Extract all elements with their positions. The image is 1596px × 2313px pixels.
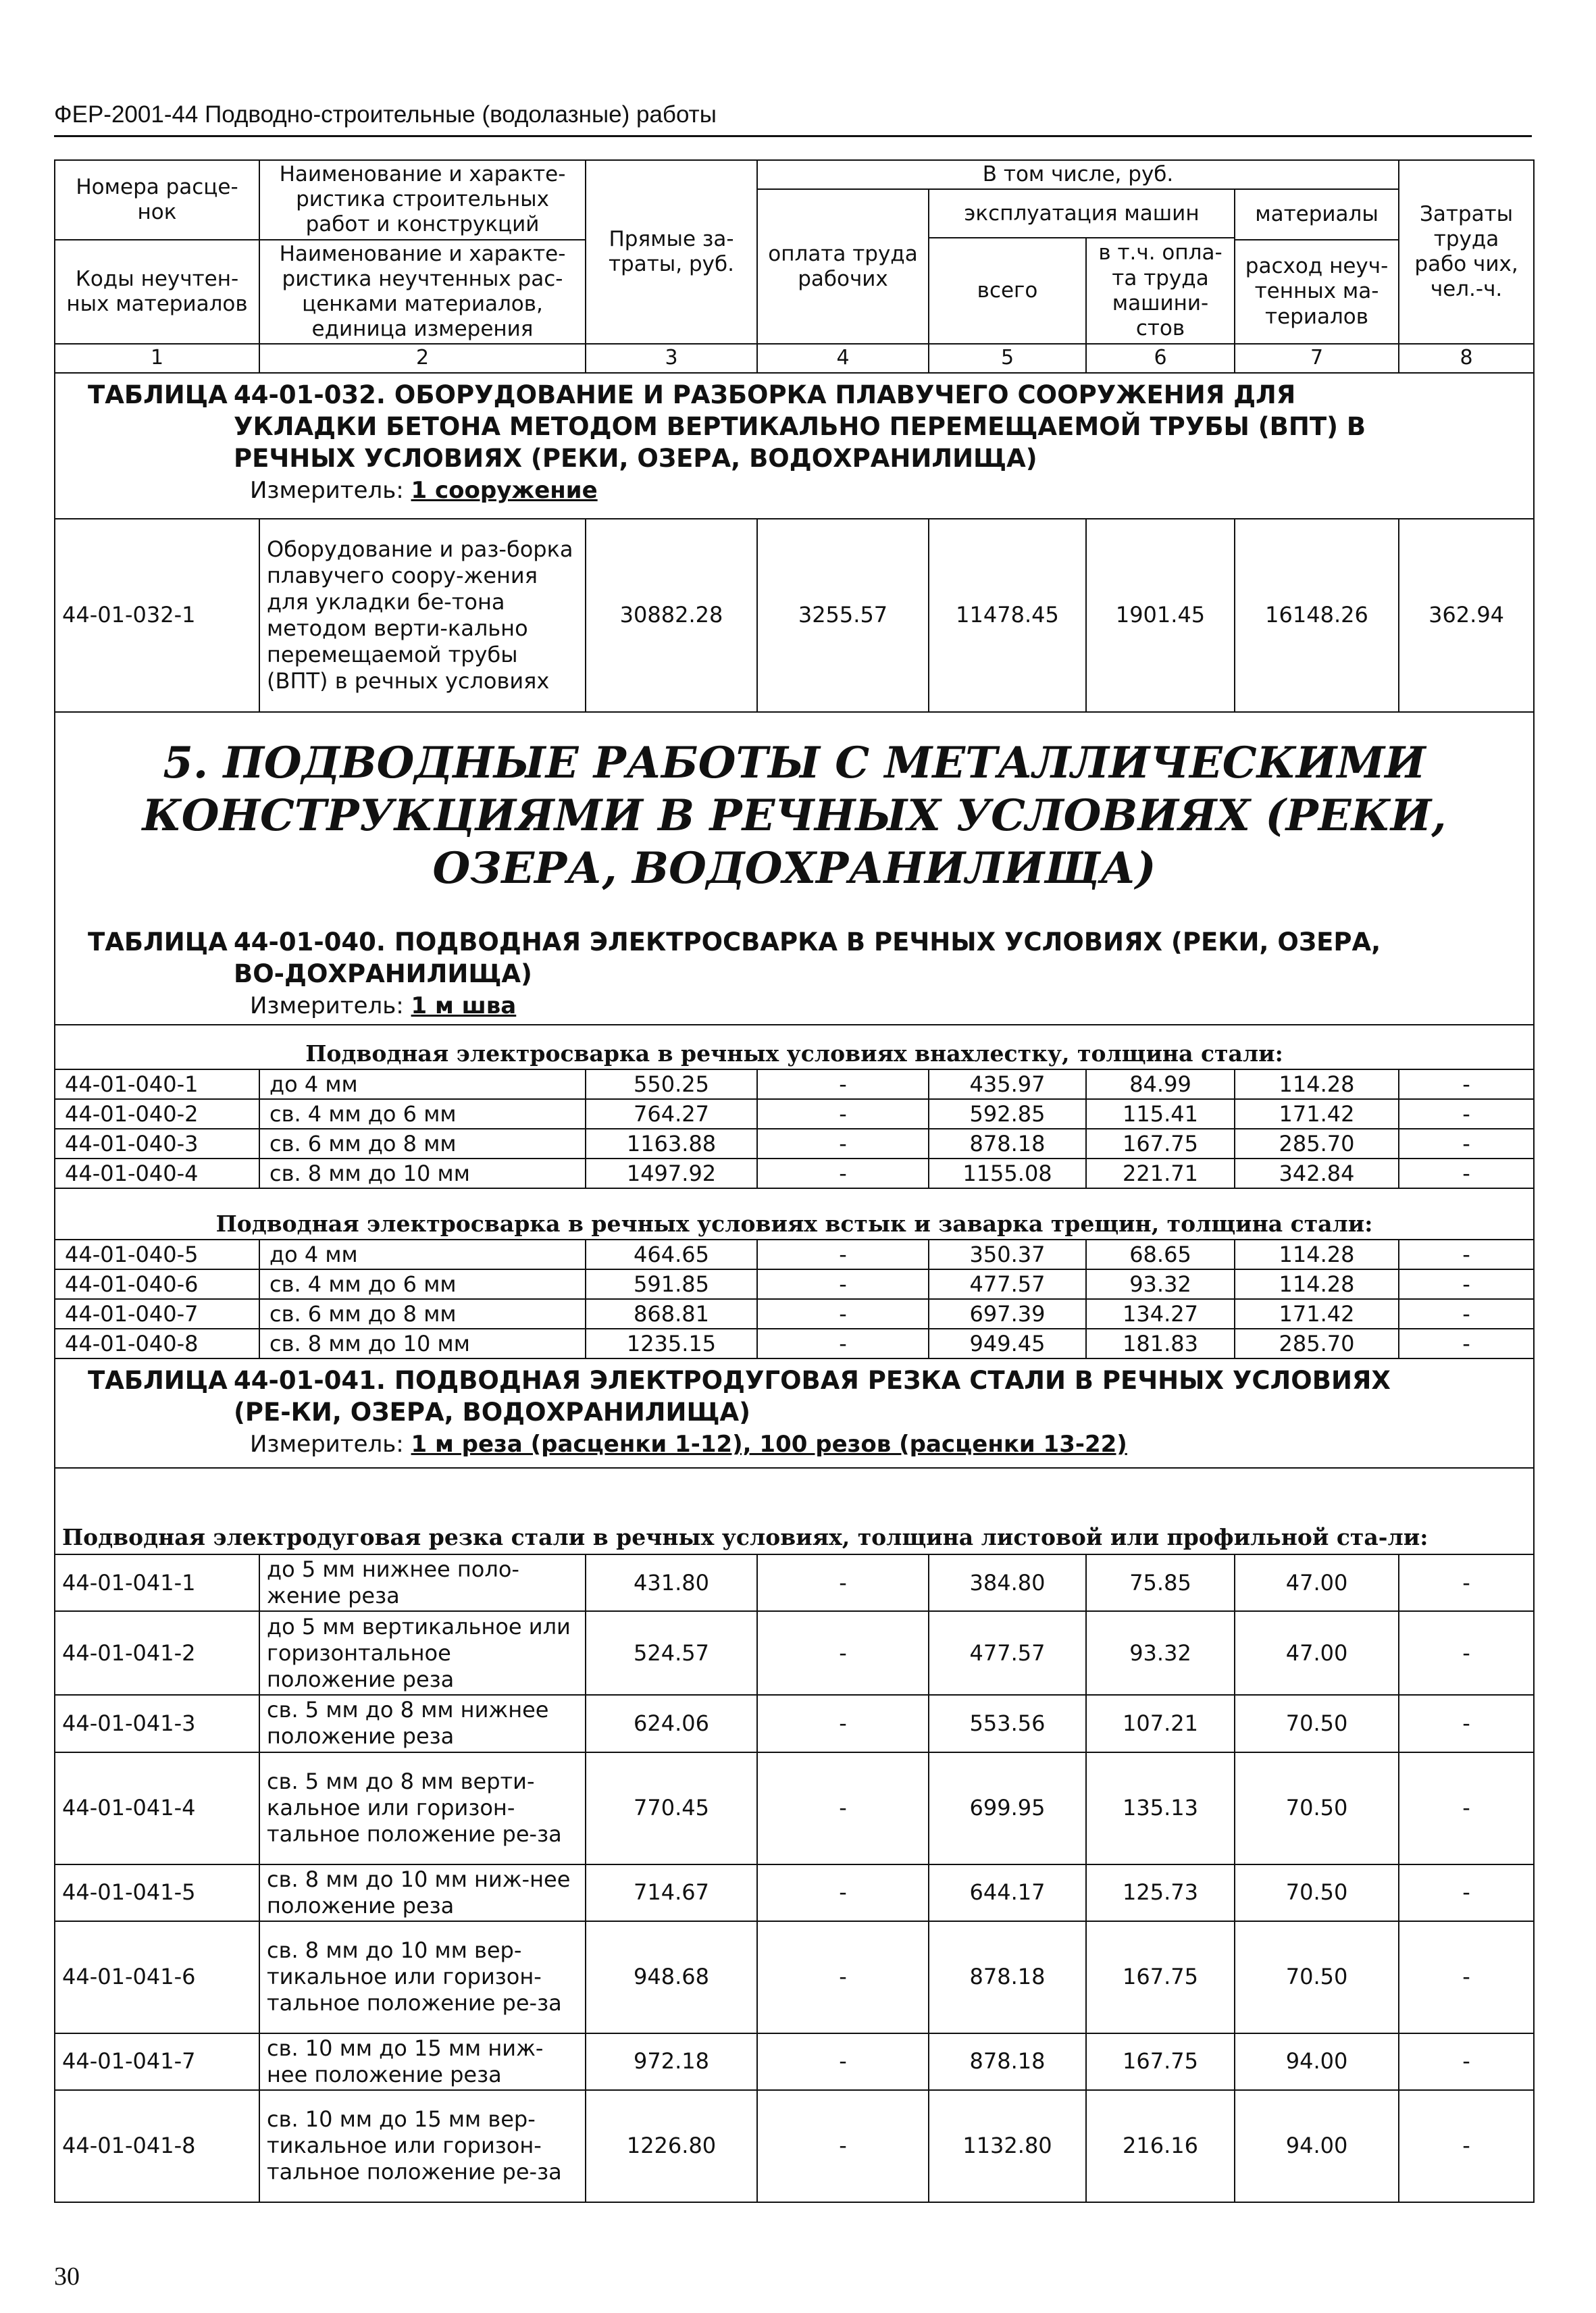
table-row	[55, 1129, 1534, 1159]
direct-costs-value: 948.68	[586, 1921, 757, 2033]
table-row	[55, 1159, 1534, 1188]
machines-value: 1132.80	[929, 2090, 1086, 2202]
materials-value: 171.42	[1235, 1099, 1399, 1129]
labor-hours-value: -	[1399, 1554, 1534, 1611]
machinist-pay-value: 1901.45	[1086, 519, 1235, 712]
rate-code: 44-01-041-1	[55, 1554, 259, 1611]
running-head: ФЕР-2001-44 Подводно-строительные (водолазные) работы	[54, 101, 717, 128]
table-label: ТАБЛИЦА	[88, 927, 228, 957]
rate-name: св. 5 мм до 8 мм верти-кальное или горизон-тальное положение ре-за	[259, 1752, 586, 1864]
materials-value: 47.00	[1235, 1611, 1399, 1695]
rate-name: св. 6 мм до 8 мм	[259, 1299, 586, 1329]
machines-value: 435.97	[929, 1069, 1086, 1099]
machinist-pay-value: 115.41	[1086, 1099, 1235, 1129]
machines-value: 644.17	[929, 1864, 1086, 1921]
labor-pay-value: -	[757, 1864, 929, 1921]
measure-label: Измеритель:	[250, 476, 404, 504]
machinist-pay-value: 167.75	[1086, 2033, 1235, 2090]
rate-name: до 4 мм	[259, 1069, 586, 1099]
labor-pay-value: -	[757, 1159, 929, 1188]
header-direct-costs: Прямые за-траты, руб.	[586, 160, 757, 344]
direct-costs-value: 1235.15	[586, 1329, 757, 1358]
rate-name: св. 8 мм до 10 мм	[259, 1329, 586, 1358]
header-codes-bottom: Коды неучтен-ных материалов	[55, 240, 259, 345]
rate-code: 44-01-040-7	[55, 1299, 259, 1329]
direct-costs-value: 1163.88	[586, 1129, 757, 1159]
table-title	[88, 1365, 1526, 1428]
table-row	[55, 1752, 1534, 1864]
machines-value: 878.18	[929, 1129, 1086, 1159]
direct-costs-value: 550.25	[586, 1069, 757, 1099]
machines-value: 11478.45	[929, 519, 1086, 712]
materials-value: 94.00	[1235, 2090, 1399, 2202]
machinist-pay-value: 135.13	[1086, 1752, 1235, 1864]
machinist-pay-value: 125.73	[1086, 1864, 1235, 1921]
labor-hours-value: 362.94	[1399, 519, 1534, 712]
column-number: 3	[586, 344, 757, 373]
labor-hours-value: -	[1399, 1864, 1534, 1921]
machinist-pay-value: 181.83	[1086, 1329, 1235, 1358]
machines-value: 878.18	[929, 1921, 1086, 2033]
labor-hours-value: -	[1399, 1611, 1534, 1695]
rate-name: до 5 мм нижнее поло-жение реза	[259, 1554, 586, 1611]
column-number: 4	[757, 344, 929, 373]
labor-hours-value: -	[1399, 2033, 1534, 2090]
rate-code: 44-01-040-6	[55, 1269, 259, 1299]
table-row	[55, 1269, 1534, 1299]
machines-value: 384.80	[929, 1554, 1086, 1611]
column-number: 7	[1235, 344, 1399, 373]
direct-costs-value: 972.18	[586, 2033, 757, 2090]
materials-value: 94.00	[1235, 2033, 1399, 2090]
direct-costs-value: 770.45	[586, 1752, 757, 1864]
header-name-top: Наименование и характе-ристика строительных работ и конструкций	[259, 160, 586, 240]
direct-costs-value: 1497.92	[586, 1159, 757, 1188]
table-row	[55, 1329, 1534, 1358]
machinist-pay-value: 216.16	[1086, 2090, 1235, 2202]
table-row	[55, 1240, 1534, 1269]
header-labor-pay: оплата труда рабочих	[757, 189, 929, 344]
header-including: В том числе, руб.	[757, 160, 1399, 189]
direct-costs-value: 714.67	[586, 1864, 757, 1921]
header-materials: материалы	[1235, 189, 1399, 239]
labor-hours-value: -	[1399, 1269, 1534, 1299]
rate-code: 44-01-041-8	[55, 2090, 259, 2202]
header-unaccounted-materials: расход неуч-тенных ма-териалов	[1235, 240, 1399, 345]
running-head-rule	[54, 135, 1532, 137]
machines-value: 697.39	[929, 1299, 1086, 1329]
rate-name: св. 8 мм до 10 мм ниж-нее положение реза	[259, 1864, 586, 1921]
rate-code: 44-01-040-2	[55, 1099, 259, 1129]
labor-pay-value: -	[757, 1099, 929, 1129]
measure-value: 1 м шва	[411, 992, 517, 1019]
machines-value: 1155.08	[929, 1159, 1086, 1188]
materials-value: 342.84	[1235, 1159, 1399, 1188]
direct-costs-value: 1226.80	[586, 2090, 757, 2202]
labor-hours-value: -	[1399, 1240, 1534, 1269]
column-number: 5	[929, 344, 1086, 373]
rate-code: 44-01-041-3	[55, 1695, 259, 1752]
labor-pay-value: -	[757, 1752, 929, 1864]
rate-name: св. 5 мм до 8 мм нижнее положение реза	[259, 1695, 586, 1752]
table-row	[55, 1611, 1534, 1695]
machinist-pay-value: 134.27	[1086, 1299, 1235, 1329]
table-row	[55, 2033, 1534, 2090]
materials-value: 171.42	[1235, 1299, 1399, 1329]
rate-name: Оборудование и раз-борка плавучего соору-жения для укладки бе-тона методом верти-кально перемещаемой трубы (ВПТ) в речных условиях	[259, 519, 586, 712]
table-title	[88, 379, 1526, 474]
header-labor-costs: Затраты труда рабо чих, чел.-ч.	[1399, 160, 1534, 344]
materials-value: 114.28	[1235, 1269, 1399, 1299]
machinist-pay-value: 167.75	[1086, 1129, 1235, 1159]
machines-value: 350.37	[929, 1240, 1086, 1269]
rate-code: 44-01-041-6	[55, 1921, 259, 2033]
direct-costs-value: 764.27	[586, 1099, 757, 1129]
column-number: 8	[1399, 344, 1534, 373]
labor-pay-value: -	[757, 1069, 929, 1099]
materials-value: 16148.26	[1235, 519, 1399, 712]
section-5-block	[55, 712, 1534, 1025]
machinist-pay-value: 107.21	[1086, 1695, 1235, 1752]
direct-costs-value: 591.85	[586, 1269, 757, 1299]
table-032-heading	[55, 373, 1534, 519]
table-row	[55, 519, 1534, 712]
labor-hours-value: -	[1399, 1921, 1534, 2033]
column-number: 2	[259, 344, 586, 373]
group-heading: Подводная электросварка в речных условиях встык и заварка трещин, толщина стали:	[55, 1188, 1534, 1240]
materials-value: 285.70	[1235, 1329, 1399, 1358]
table-row	[55, 1554, 1534, 1611]
group-heading: Подводная электросварка в речных условиях внахлестку, толщина стали:	[55, 1025, 1534, 1069]
materials-value: 114.28	[1235, 1240, 1399, 1269]
materials-value: 70.50	[1235, 1864, 1399, 1921]
machinist-pay-value: 75.85	[1086, 1554, 1235, 1611]
direct-costs-value: 30882.28	[586, 519, 757, 712]
materials-value: 70.50	[1235, 1695, 1399, 1752]
rate-code: 44-01-041-2	[55, 1611, 259, 1695]
column-number: 1	[55, 344, 259, 373]
measure-value: 1 м реза (расценки 1-12), 100 резов (расценки 13-22)	[411, 1431, 1127, 1458]
machines-value: 477.57	[929, 1611, 1086, 1695]
rate-code: 44-01-040-8	[55, 1329, 259, 1358]
machinist-pay-value: 167.75	[1086, 1921, 1235, 2033]
header-machines-total: всего	[929, 238, 1086, 344]
rates-table	[54, 159, 1535, 2203]
machines-value: 949.45	[929, 1329, 1086, 1358]
table-name: 44-01-040. ПОДВОДНАЯ ЭЛЕКТРОСВАРКА В РЕЧНЫХ УСЛОВИЯХ (РЕКИ, ОЗЕРА, ВО-ДОХРАНИЛИЩА)	[234, 927, 1381, 988]
rate-name: до 4 мм	[259, 1240, 586, 1269]
table-row	[55, 1921, 1534, 2033]
labor-hours-value: -	[1399, 1129, 1534, 1159]
rate-code: 44-01-041-5	[55, 1864, 259, 1921]
materials-value: 285.70	[1235, 1129, 1399, 1159]
materials-value: 47.00	[1235, 1554, 1399, 1611]
measure-line	[62, 992, 1526, 1020]
rate-name: св. 8 мм до 10 мм вер-тикальное или горизон-тальное положение ре-за	[259, 1921, 586, 2033]
table-row	[55, 1299, 1534, 1329]
table-row	[55, 1695, 1534, 1752]
column-number: 6	[1086, 344, 1235, 373]
header-codes-top: Номера расце-нок	[55, 160, 259, 240]
machines-value: 878.18	[929, 2033, 1086, 2090]
machines-value: 699.95	[929, 1752, 1086, 1864]
rate-code: 44-01-040-4	[55, 1159, 259, 1188]
direct-costs-value: 524.57	[586, 1611, 757, 1695]
rate-name: св. 10 мм до 15 мм вер-тикальное или горизон-тальное положение ре-за	[259, 2090, 586, 2202]
machines-value: 553.56	[929, 1695, 1086, 1752]
machinist-pay-value: 68.65	[1086, 1240, 1235, 1269]
measure-value: 1 сооружение	[411, 476, 598, 504]
header-name-bottom: Наименование и характе-ристика неучтенных рас-ценками материалов, единица измерения	[259, 240, 586, 345]
table-row	[55, 1069, 1534, 1099]
direct-costs-value: 624.06	[586, 1695, 757, 1752]
rate-code: 44-01-040-5	[55, 1240, 259, 1269]
labor-hours-value: -	[1399, 2090, 1534, 2202]
labor-hours-value: -	[1399, 1069, 1534, 1099]
labor-pay-value: -	[757, 1240, 929, 1269]
labor-hours-value: -	[1399, 1159, 1534, 1188]
rate-code: 44-01-032-1	[55, 519, 259, 712]
table-label: ТАБЛИЦА	[88, 1366, 228, 1396]
rate-name: св. 4 мм до 6 мм	[259, 1269, 586, 1299]
materials-value: 114.28	[1235, 1069, 1399, 1099]
machines-value: 592.85	[929, 1099, 1086, 1129]
labor-pay-value: -	[757, 1554, 929, 1611]
table-name: 44-01-041. ПОДВОДНАЯ ЭЛЕКТРОДУГОВАЯ РЕЗКА СТАЛИ В РЕЧНЫХ УСЛОВИЯХ (РЕ-КИ, ОЗЕРА, ВОДОХРАНИЛИЩА)	[234, 1366, 1391, 1427]
labor-pay-value: -	[757, 2033, 929, 2090]
labor-pay-value: -	[757, 1921, 929, 2033]
labor-pay-value: -	[757, 1129, 929, 1159]
header-machines: эксплуатация машин	[929, 189, 1235, 238]
table-041-heading	[55, 1358, 1534, 1468]
labor-pay-value: -	[757, 1695, 929, 1752]
machinist-pay-value: 221.71	[1086, 1159, 1235, 1188]
rate-code: 44-01-041-4	[55, 1752, 259, 1864]
group-heading: Подводная электродуговая резка стали в речных условиях, толщина листовой или профильной ста-ли:	[55, 1468, 1534, 1554]
section-heading: 5. ПОДВОДНЫЕ РАБОТЫ С МЕТАЛЛИЧЕСКИМИ КОНСТРУКЦИЯМИ В РЕЧНЫХ УСЛОВИЯХ (РЕКИ, ОЗЕРА, ВОДОХРАНИЛИЩА)	[142, 737, 1447, 894]
labor-pay-value: -	[757, 2090, 929, 2202]
labor-pay-value: -	[757, 1329, 929, 1358]
labor-hours-value: -	[1399, 1752, 1534, 1864]
rate-name: св. 6 мм до 8 мм	[259, 1129, 586, 1159]
direct-costs-value: 868.81	[586, 1299, 757, 1329]
measure-line	[88, 1431, 1526, 1458]
rate-name: св. 10 мм до 15 мм ниж-нее положение реза	[259, 2033, 586, 2090]
labor-hours-value: -	[1399, 1329, 1534, 1358]
labor-pay-value: -	[757, 1299, 929, 1329]
table-row	[55, 1099, 1534, 1129]
table-row	[55, 1864, 1534, 1921]
table-row	[55, 2090, 1534, 2202]
machinist-pay-value: 93.32	[1086, 1611, 1235, 1695]
machinist-pay-value: 93.32	[1086, 1269, 1235, 1299]
labor-pay-value: 3255.57	[757, 519, 929, 712]
rate-name: св. 8 мм до 10 мм	[259, 1159, 586, 1188]
labor-hours-value: -	[1399, 1099, 1534, 1129]
rate-code: 44-01-040-3	[55, 1129, 259, 1159]
rate-code: 44-01-040-1	[55, 1069, 259, 1099]
labor-hours-value: -	[1399, 1695, 1534, 1752]
page-number: 30	[54, 2262, 80, 2291]
rate-name: св. 4 мм до 6 мм	[259, 1099, 586, 1129]
table-title	[62, 926, 1526, 990]
labor-pay-value: -	[757, 1611, 929, 1695]
header-machinist-pay: в т.ч. опла-та труда машини-стов	[1086, 238, 1235, 344]
measure-label: Измеритель:	[250, 992, 404, 1019]
materials-value: 70.50	[1235, 1921, 1399, 2033]
labor-hours-value: -	[1399, 1299, 1534, 1329]
machinist-pay-value: 84.99	[1086, 1069, 1235, 1099]
measure-label: Измеритель:	[250, 1431, 404, 1458]
table-label: ТАБЛИЦА	[88, 380, 228, 409]
rate-name: до 5 мм вертикальное или горизонтальное положение реза	[259, 1611, 586, 1695]
direct-costs-value: 464.65	[586, 1240, 757, 1269]
direct-costs-value: 431.80	[586, 1554, 757, 1611]
measure-line	[88, 477, 1526, 505]
table-name: 44-01-032. ОБОРУДОВАНИЕ И РАЗБОРКА ПЛАВУЧЕГО СООРУЖЕНИЯ ДЛЯ УКЛАДКИ БЕТОНА МЕТОДОМ ВЕРТИКАЛЬНО ПЕРЕМЕЩАЕМОЙ ТРУБЫ (ВПТ) В РЕЧНЫХ УСЛОВИЯХ (РЕКИ, ОЗЕРА, ВОДОХРАНИЛИЩА)	[234, 380, 1366, 473]
materials-value: 70.50	[1235, 1752, 1399, 1864]
machines-value: 477.57	[929, 1269, 1086, 1299]
rate-code: 44-01-041-7	[55, 2033, 259, 2090]
labor-pay-value: -	[757, 1269, 929, 1299]
